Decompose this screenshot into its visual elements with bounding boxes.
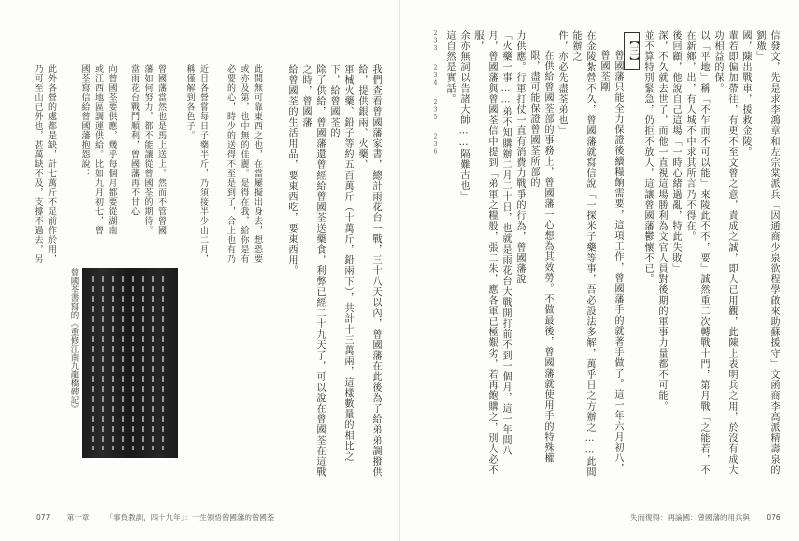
quote-block-top: [222, 64, 272, 264]
page-number: 076: [766, 513, 781, 522]
left-folio: [36, 512, 274, 523]
calligraphy-column: [162, 276, 164, 450]
paragraph: 除了供給，曾國藩還曾經給曾國荃送藥食，利弊已經二十九天了，可以說在曾國荃在這戰之時，曾國藩: [300, 64, 325, 478]
paragraph: 深，不久就去世了，而他一直視這場勝利為文官人員對後期的軍事力量都不可能。: [656, 30, 667, 412]
calligraphy-column: [122, 276, 124, 450]
paragraph: 件，亦必先盡荃弟也」: [556, 30, 567, 136]
paragraph: 「火藥一事……弟不知購辦二月二十日，也就是雨花台大戰開打前不到一個月，這一年間八: [500, 30, 511, 456]
calligraphy-column: [142, 276, 144, 450]
footnote-marker: 235: [432, 98, 439, 122]
paragraph: 以「平地」稱「不乍而不可以能」來陵此不不，要」誠然重二次轉戰十門，第月戰「之能若，不在新鄉，出，有人城不中求其所言乃不得在。: [684, 30, 709, 476]
paragraph: 向曾國荃要供應，幾乎每個月都要從湖南或江西地區調運供給。比如九月初七，曾國荃寫信給曾國藩抱怨說：: [79, 64, 117, 235]
quote-block-bottom-2: [30, 64, 66, 264]
page-number: 077: [36, 513, 51, 522]
section-number: 【三】: [624, 32, 640, 70]
paragraph: 我們查看曾國藩家書，總計雨花台一戰，三十八天以內，曾國藩在此後為了給弟弟調撥供給，提供銀兩、火藥、: [356, 64, 381, 478]
paragraph: 月，曾國藩與曾國荃信中提到「弟軍之糧般，張二朱，應各軍已極艱劣，若再飽購之，別人必不服，: [472, 30, 497, 476]
footnote-marker: 236: [432, 133, 439, 157]
quote-text: 此外各營的處都是缺，計七萬斤不足前作於用，乃可至山已外也，甚萬缺不及，支撐不過去，另: [32, 64, 56, 264]
quote-text: 此間無可靠東西之也，在當屢擬出身去，想恐要或亦及第，也中無的佳麗。是得在我，給你是有必要的心，時少的送得不至是到了，合上也有乃: [225, 64, 262, 264]
paragraph: 軍械火藥、鉛子等約五百萬斤（十萬斤，鉛兩下），共計十三萬兩，這樣數量的相比之下，給曾國荃的: [328, 64, 353, 462]
paragraph: 信發文，先是求李鴻章和左宗棠派兵「因通商少泉欲程學啟來助蘇援守」文函商李高派精壽泉的劉璈」: [754, 30, 779, 476]
footnote-marker: 233: [432, 30, 439, 53]
right-folio: [630, 512, 795, 523]
calligraphy-rubbing-image: [82, 268, 178, 458]
running-title: 失而復得：再論國：曾國藩的用兵與: [630, 513, 750, 522]
footnote-markers: [428, 30, 442, 482]
paragraph: 在供給曾國荃部的事務上，曾國藩一心想為其效勞。不做最後，曾國藩就使用手的特殊權限，盡可能保證曾國荃所部的: [528, 50, 553, 464]
chapter-label: 第一章: [66, 513, 90, 522]
right-main-text: [422, 30, 780, 482]
paragraph: 給曾國荃的生活用品，要東西吃，要東西用。: [286, 64, 297, 276]
calligraphy-column: [132, 276, 134, 450]
paragraph: 曾國藩當然也是馬上送上。然而不管曾國藩如何努力，都不能讓從曾國荃的期待。當雨花台戰鬥順利，曾國藩再不甘心: [129, 64, 166, 235]
calligraphy-column: [112, 276, 114, 450]
paragraph: 並不算特別緊急，仍拒不放人，這讓曾國藩鬱懷不已。: [642, 30, 653, 285]
paragraph: 在金陵紮營不久，曾國藩就寫信說「一探米子藥等事，吾必設法多解，萬乎日之方辦之……此間能辦之: [570, 30, 595, 478]
quote-block-bottom: [182, 64, 218, 264]
calligraphy-column: [102, 276, 104, 450]
paragraph: 力供應。行軍打仗一直有消費力戰爭的行為，曾國藩說: [514, 30, 525, 285]
section-heading: [624, 30, 640, 482]
quote-text: 近日各營嘗每日子藥半斤，乃須接半少山二月，稱僅解到各色子。: [184, 64, 208, 264]
footnote-marker: 234: [432, 64, 439, 88]
paragraph: 曾國藩只能全力保證後續糧餉需要，這項工作，曾國藩手的就著手做了。這一年六月初八，曾國荃剛: [598, 50, 623, 474]
figure-caption: 曾國荃書寫的《重修江南九龍橋碑記》: [69, 268, 79, 413]
chapter-title: 「事負教訓，四十九年」：一生領悟曾國藩的曾國荃: [105, 513, 275, 522]
paragraph: 這自然是實話。: [444, 30, 455, 105]
paragraph: 後回顧，他說自己這場「一時心緒過亂，特此失敗」: [670, 30, 681, 274]
calligraphy-column: [92, 276, 94, 450]
calligraphy-column: [152, 276, 154, 450]
paragraph: 國，陳出戰車，援救金陵。: [740, 30, 751, 158]
paragraph: 余亦無詞以告諸大帥……隔難古也」: [458, 30, 469, 202]
middle-text: [68, 64, 176, 244]
right-page: [400, 0, 799, 541]
paragraph: 輩若即偏加帶往，有更不至文曾之意，責成之誠，即人已用觀，此陳上表明兵之用，於沒有成大功相益的保。: [712, 30, 737, 476]
